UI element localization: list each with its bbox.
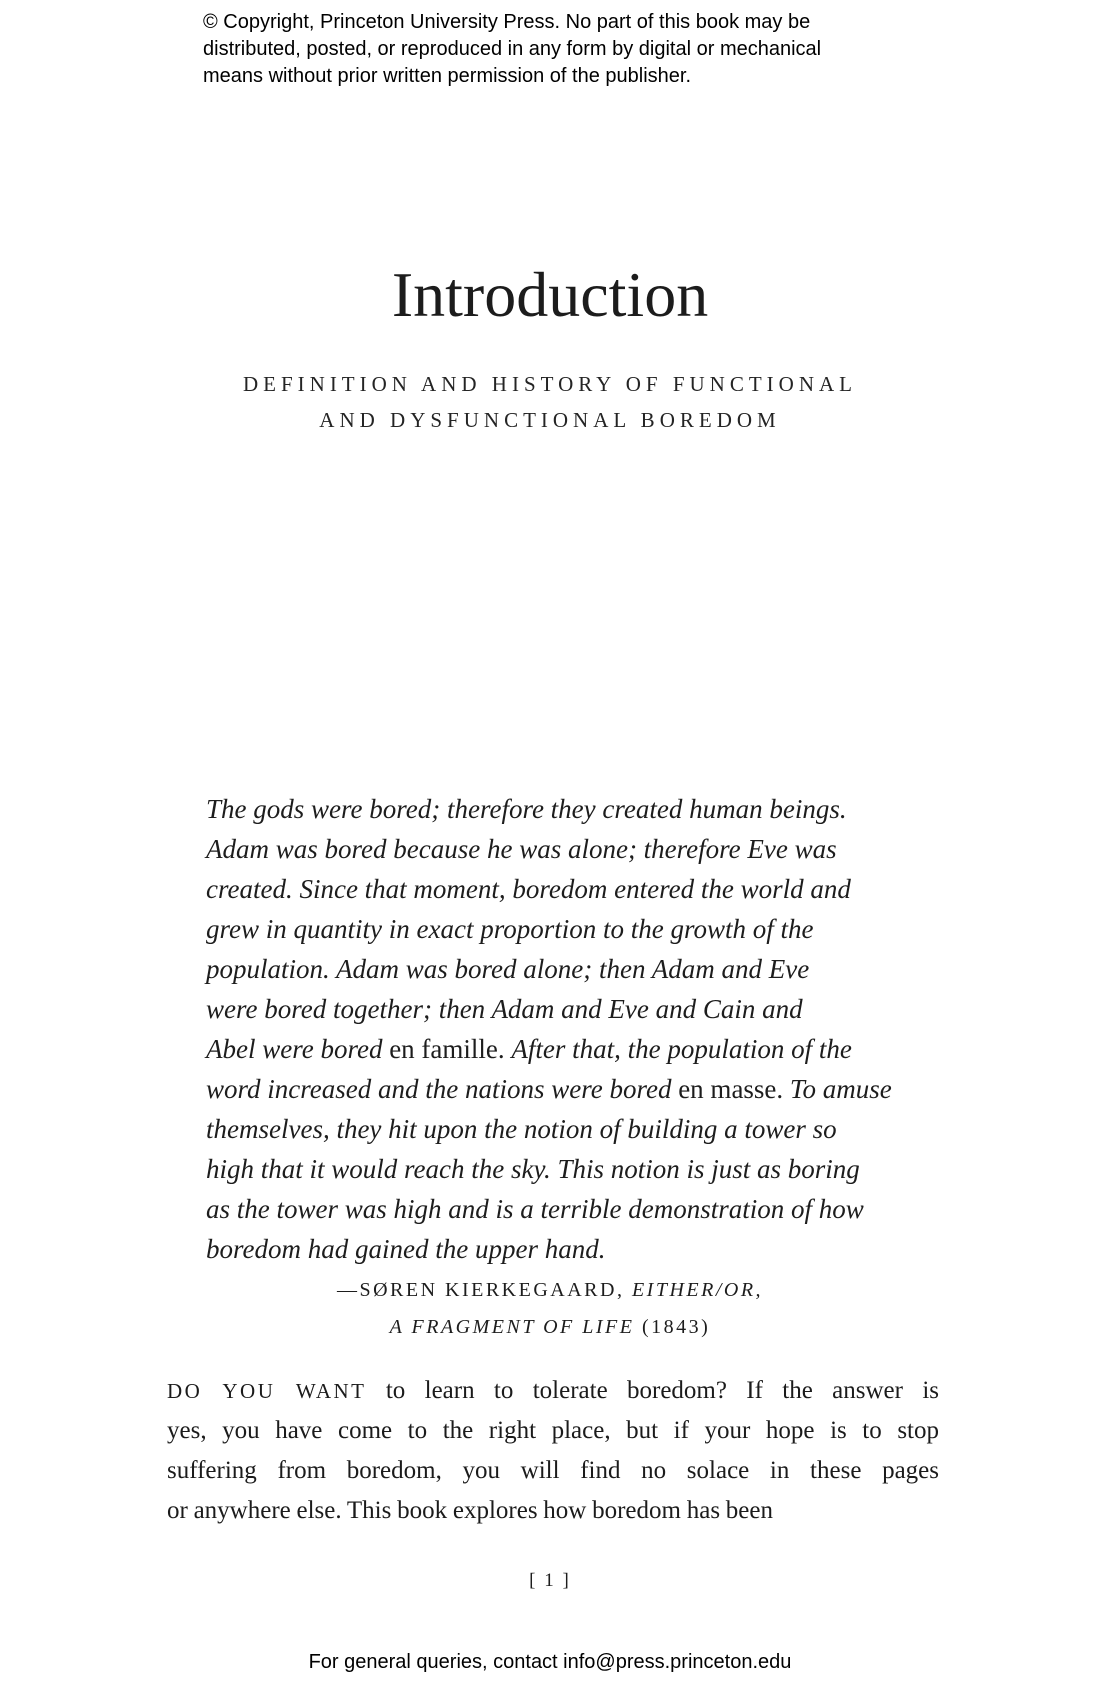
epigraph-text: The gods were bored; therefore they created human beings. bbox=[206, 794, 847, 824]
subtitle-line-1: DEFINITION AND HISTORY OF FUNCTIONAL bbox=[242, 372, 857, 396]
epigraph-line bbox=[206, 1229, 966, 1269]
epigraph-line bbox=[206, 1069, 966, 1109]
body-line bbox=[167, 1451, 939, 1491]
epigraph-text: Abel were bored bbox=[206, 1034, 390, 1064]
body-text: or anywhere else. This book explores how boredom has been bbox=[167, 1497, 773, 1524]
epigraph-line bbox=[206, 1189, 966, 1229]
attribution-year: (1843) bbox=[641, 1316, 711, 1338]
footer-contact: For general queries, contact info@press.princeton.edu bbox=[308, 1651, 792, 1673]
attribution-line-1 bbox=[0, 1272, 1100, 1309]
epigraph-roman-phrase: en masse. bbox=[678, 1074, 790, 1104]
epigraph-attribution bbox=[0, 1272, 1100, 1346]
attribution-work-title: EITHER/OR, bbox=[631, 1279, 764, 1301]
copyright-line: © Copyright, Princeton University Press. No part of this book may be bbox=[203, 11, 811, 33]
body-text: to learn to tolerate boredom? If the answer is bbox=[366, 1377, 939, 1404]
epigraph-text: After that, the population of the bbox=[511, 1034, 852, 1064]
epigraph-line bbox=[206, 1149, 966, 1189]
epigraph-text: created. Since that moment, boredom entered the world and bbox=[206, 874, 851, 904]
body-text: yes, you have come to the right place, but if your hope is to stop bbox=[167, 1417, 939, 1444]
epigraph-text: population. Adam was bored alone; then Adam and Eve bbox=[206, 954, 810, 984]
epigraph-line bbox=[206, 949, 966, 989]
epigraph-line bbox=[206, 909, 966, 949]
chapter-title: Introduction bbox=[391, 259, 709, 330]
epigraph-line bbox=[206, 869, 966, 909]
body-text: suffering from boredom, you will find no solace in these pages bbox=[167, 1457, 939, 1484]
subtitle-line-2: AND DYSFUNCTIONAL BOREDOM bbox=[319, 408, 781, 432]
epigraph-text: word increased and the nations were bored bbox=[206, 1074, 679, 1104]
epigraph-text: To amuse bbox=[789, 1074, 892, 1104]
attribution-line-2 bbox=[0, 1309, 1100, 1346]
body-line bbox=[167, 1491, 939, 1531]
epigraph-text: boredom had gained the upper hand. bbox=[206, 1234, 606, 1264]
body-line bbox=[167, 1371, 939, 1411]
chapter-subtitle bbox=[0, 366, 1100, 438]
epigraph-text: high that it would reach the sky. This notion is just as boring bbox=[206, 1154, 860, 1184]
epigraph-text: Adam was bored because he was alone; therefore Eve was bbox=[206, 834, 837, 864]
epigraph-text: themselves, they hit upon the notion of building a tower so bbox=[206, 1114, 837, 1144]
copyright-line: means without prior written permission of the publisher. bbox=[203, 65, 692, 87]
copyright-notice bbox=[203, 9, 821, 90]
attribution-work-subtitle: A FRAGMENT OF LIFE bbox=[389, 1316, 642, 1338]
attribution-author: —SØREN KIERKEGAARD, bbox=[336, 1279, 632, 1301]
lead-small-caps: DO YOU WANT bbox=[167, 1379, 367, 1403]
epigraph-line bbox=[206, 989, 966, 1029]
page-number: [ 1 ] bbox=[529, 1570, 571, 1591]
epigraph-line bbox=[206, 789, 966, 829]
epigraph-text: grew in quantity in exact proportion to the growth of the bbox=[206, 914, 814, 944]
epigraph-text: were bored together; then Adam and Eve and Cain and bbox=[206, 994, 803, 1024]
copyright-line: distributed, posted, or reproduced in any form by digital or mechanical bbox=[203, 38, 822, 60]
epigraph-roman-phrase: en famille. bbox=[389, 1034, 512, 1064]
epigraph-text: as the tower was high and is a terrible demonstration of how bbox=[206, 1194, 864, 1224]
body-line bbox=[167, 1411, 939, 1451]
epigraph bbox=[206, 789, 966, 1269]
epigraph-line bbox=[206, 1109, 966, 1149]
epigraph-line bbox=[206, 1029, 966, 1069]
body-paragraph bbox=[167, 1371, 939, 1531]
epigraph-line bbox=[206, 829, 966, 869]
